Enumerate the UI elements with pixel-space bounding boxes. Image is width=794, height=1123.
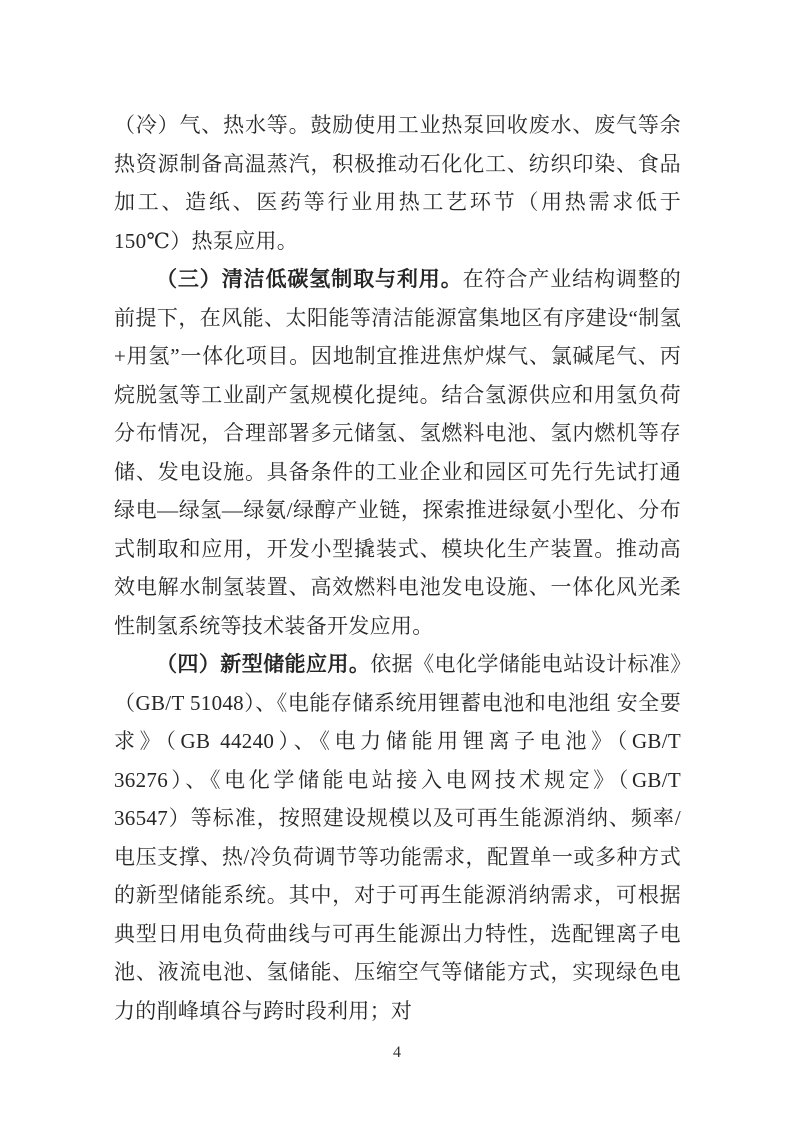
page-footer: [0, 1042, 794, 1064]
paragraph-continuation: [114, 106, 681, 260]
paragraph-section-3: [114, 260, 681, 645]
paragraph-text: 依据《电化学储能电站设计标准》（GB/T 51048）、《电能存储系统用锂蓄电池和电池组 安全要求》（GB 44240）、《电力储能用锂离子电池》（GB/T 36276）、《电化学储能电站接入电网技术规定》（GB/T 36547）等标准，按照建设规模以及可再生能源消纳、频率/电压支撑、热/冷负荷调节等功能需求，配置单一或多种方式的新型储能系统。其中，对于可再生能源消纳需求，可根据典型日用电负荷曲线与可再生能源出力特性，选配锂离子电池、液流电池、氢储能、压缩空气等储能方式，实现绿色电力的削峰填谷与跨时段利用；对: [114, 652, 681, 1023]
section-3-heading: （三）清洁低碳氢制取与利用。: [156, 267, 463, 291]
paragraph-section-4: [114, 645, 681, 1030]
paragraph-text: 在符合产业结构调整的前提下，在风能、太阳能等清洁能源富集地区有序建设“制氢+用氢”一体化项目。因地制宜推进焦炉煤气、氯碱尾气、丙烷脱氢等工业副产氢规模化提纯。结合氢源供应和用氢负荷分布情况，合理部署多元储氢、氢燃料电池、氢内燃机等存储、发电设施。具备条件的工业企业和园区可先行先试打通绿电—绿氢—绿氨/绿醇产业链，探索推进绿氨小型化、分布式制取和应用，开发小型撬装式、模块化生产装置。推动高效电解水制氢装置、高效燃料电池发电设施、一体化风光柔性制氢系统等技术装备开发应用。: [114, 267, 682, 638]
paragraph-text: （冷）气、热水等。鼓励使用工业热泵回收废水、废气等余热资源制备高温蒸汽，积极推动石化化工、纺织印染、食品加工、造纸、医药等行业用热工艺环节（用热需求低于 150℃）热泵应用。: [114, 113, 681, 253]
document-body: [114, 106, 681, 1030]
section-4-heading: （四）新型储能应用。: [156, 652, 371, 676]
page-number: 4: [393, 1044, 401, 1061]
